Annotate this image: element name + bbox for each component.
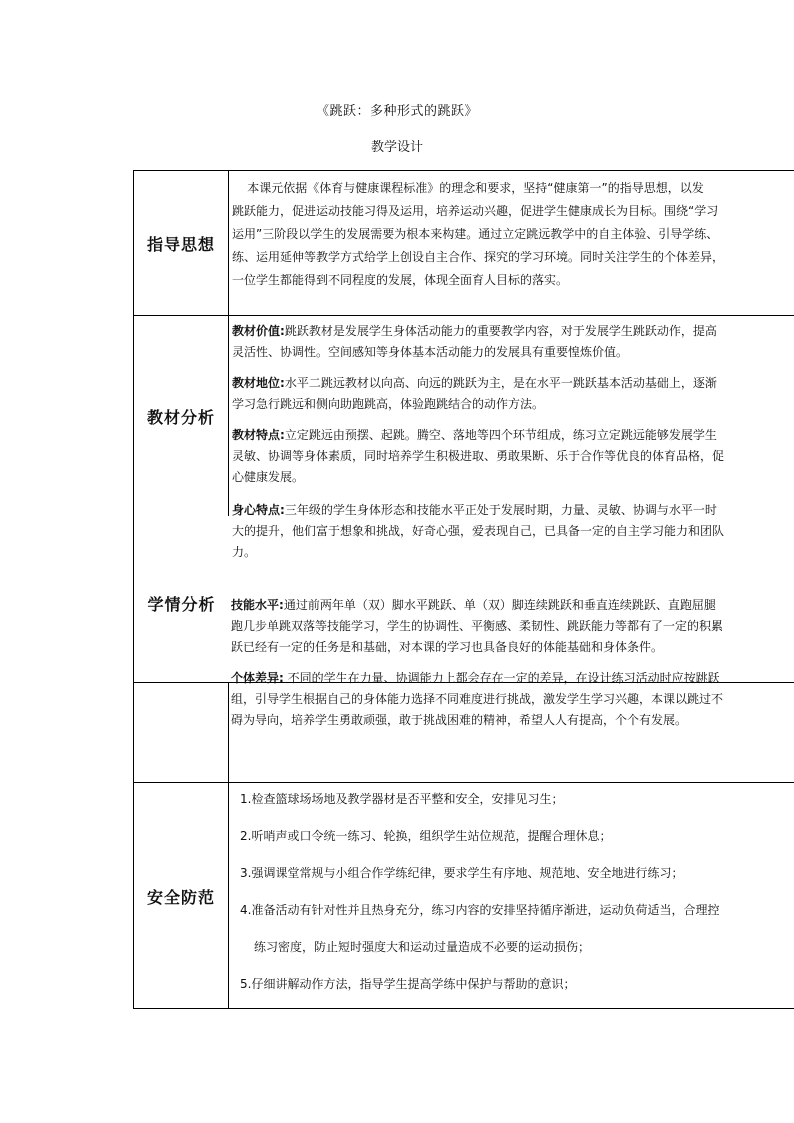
material-value-paragraph <box>232 321 794 363</box>
skill-level-text: 跃已经有一定的任务是和基础，对本课的学习也具备良好的体能基础和身体条件。 <box>231 640 664 654</box>
safety-item: 2.听哨声或口令统一练习、轮换，组织学生站位规范，提醒合理休息； <box>240 829 612 843</box>
row-guiding-ideology <box>134 171 794 316</box>
row-label-learner-analysis: 学情分析 <box>147 594 216 614</box>
safety-item: 3.强调课堂常规与小组合作学练纪律，要求学生有序地、规范地、安全地进行练习； <box>240 866 684 880</box>
row-label-material-analysis: 教材分析 <box>134 316 229 516</box>
safety-item: 5.仔细讲解动作方法，指导学生提高学练中保护与帮助的意识； <box>240 977 576 991</box>
material-features-text: 立定跳远由预摆、起跳。腾空、落地等四个环节组成，练习立定跳远能够发展学生 <box>284 428 717 442</box>
material-position-text: 水平二跳远教材以向高、向远的跳跃为主，是在水平一跳跃基本活动基础上，逐渐 <box>284 376 717 390</box>
safety-item: 练习密度，防止短时强度大和运动过量造成不必要的运动损伤； <box>254 940 591 954</box>
learner-traits-text: 三年级的学生身体形态和技能水平正处于发展时期，力量、灵敏、协调与水平一时 <box>284 503 717 517</box>
learner-traits-heading: 身心特点: <box>232 503 285 517</box>
individual-differences-paragraph <box>231 668 794 731</box>
individual-differences-heading: 个体差异: <box>231 671 284 685</box>
skill-level-heading: 技能水平: <box>231 598 284 612</box>
safety-item: 1.检查篮球场场地及教学器材是否平整和安全，安排见习生； <box>240 792 564 806</box>
skill-level-text: 跑几步单跳双落等技能学习，学生的协调性、平衡感、柔韧性、跳跃能力等都有了一定的积累 <box>231 619 724 633</box>
learner-traits-text: 大的提升，他们富于想象和挑战，好奇心强，爱表现自己，已具备一定的自主学习能力和团队 <box>232 524 725 538</box>
row-label-guiding-ideology: 指导思想 <box>134 171 229 315</box>
learner-analysis-detail <box>231 595 794 785</box>
row-label-spacer <box>134 683 229 782</box>
guide-line: 练、运用延伸等教学方式给学上创设自主合作、探究的学习环境。同时关注学生的个体差异， <box>232 250 725 264</box>
individual-differences-text: 组，引导学生根据自己的身体能力选择不同难度进行挑战，激发学生学习兴趣，本课以跳过不 <box>231 692 724 706</box>
row-label-safety: 安全防范 <box>134 783 229 1009</box>
guide-line: 一位学生都能得到不同程度的发展，体现全面育人目标的落实。 <box>232 273 569 287</box>
skill-level-paragraph <box>231 595 794 658</box>
material-value-text: 灵活性、协调性。空间感知等身体基本活动能力的发展具有重要惶炼价值。 <box>232 345 629 359</box>
skill-level-text: 通过前两年单（双）脚水平跳跃、单（双）脚连续跳跃和垂直连续跳跃、直跑屈腿 <box>283 598 716 612</box>
material-features-text: 心健康发展。 <box>232 470 305 484</box>
safety-item: 4.准备活动有针对性并且热身充分，练习内容的安排坚持循序渐进，运动负荷适当，合理控 <box>240 903 720 917</box>
material-position-paragraph <box>232 373 794 415</box>
guide-line: 运用”三阶段以学生的发展需要为根本来构建。通过立定跳远教学中的自主体验、引导学练、 <box>232 227 719 241</box>
row-safety <box>134 783 794 1009</box>
material-position-text: 学习急行跳远和侧向助跑跳高，体验跑跳结合的动作方法。 <box>232 397 545 411</box>
material-position-heading: 教材地位: <box>232 376 285 390</box>
learner-traits-text: 力。 <box>232 545 257 559</box>
material-value-text: 跳跃教材是发展学生身体活动能力的重要教学内容，对于发展学生跳跃动作，提高 <box>284 324 717 338</box>
lesson-design-table <box>133 170 794 1009</box>
material-features-text: 灵敏、协调等身体素质，同时培养学生积极进取、勇敢果断、乐于合作等优良的体育品格，促 <box>232 449 725 463</box>
material-features-heading: 教材特点: <box>232 428 285 442</box>
safety-content <box>230 783 794 1009</box>
guide-line: 跳跃能力，促进运动技能习得及运用，培养运动兴趣，促进学生健康成长为目标。围绕“学习 <box>232 204 719 218</box>
guide-line: 本课元依据《体育与健康课程标准》的理念和要求，坚持“健康第一”的指导思想，以发 <box>232 181 704 195</box>
individual-differences-text: 不同的学生在力量、协调能力上都会存在一定的差异，在设计练习活动时应按跳跃 <box>283 671 720 685</box>
material-value-heading: 教材价值: <box>232 324 285 338</box>
document-title: 《跳跃：多种形式的跳跃》 <box>315 104 478 119</box>
document-subtitle: 教学设计 <box>370 140 423 155</box>
guiding-ideology-content <box>230 171 794 315</box>
individual-differences-text: 碍为导向，培养学生勇敢顽强，敢于挑战困难的精神，希望人人有提高，个个有发展。 <box>231 713 688 727</box>
material-features-paragraph <box>232 425 794 488</box>
